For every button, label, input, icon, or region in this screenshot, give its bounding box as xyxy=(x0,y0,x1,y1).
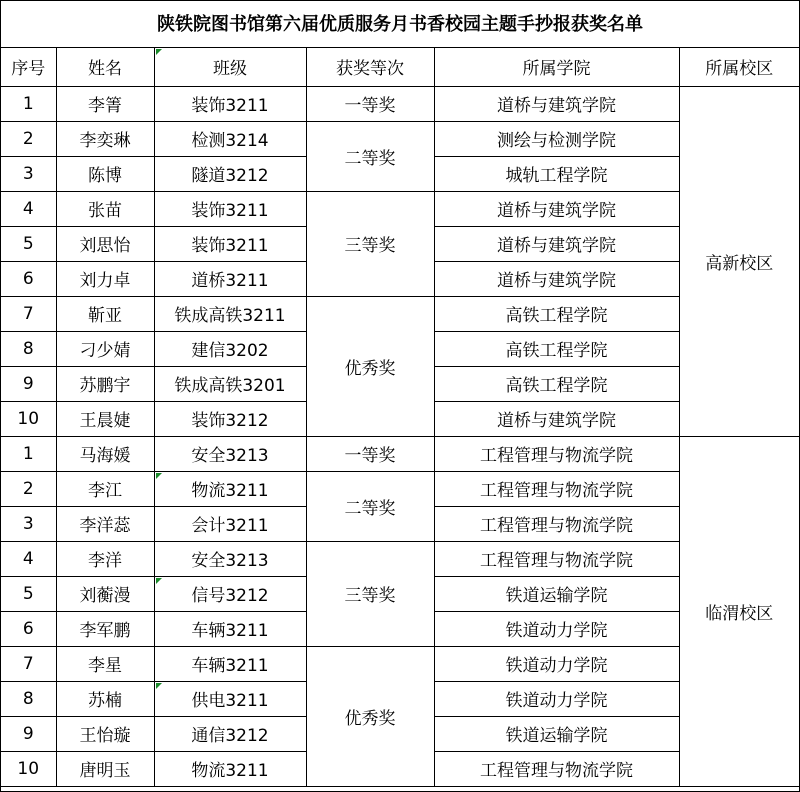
cell-name: 李奕琳 xyxy=(56,121,154,156)
header-award: 获奖等次 xyxy=(306,48,434,86)
cell-college: 铁道运输学院 xyxy=(434,716,679,751)
cell-no: 2 xyxy=(1,471,56,506)
cell-name: 李箐 xyxy=(56,86,154,121)
cell-class: 装饰3211 xyxy=(154,86,306,121)
cell-name: 王怡璇 xyxy=(56,716,154,751)
cell-college: 工程管理与物流学院 xyxy=(434,436,679,471)
cell-no: 7 xyxy=(1,646,56,681)
cell-college: 工程管理与物流学院 xyxy=(434,506,679,541)
cell-award: 二等奖 xyxy=(306,121,434,191)
cell-college: 道桥与建筑学院 xyxy=(434,191,679,226)
cell-college: 工程管理与物流学院 xyxy=(434,471,679,506)
cell-name: 刁少婧 xyxy=(56,331,154,366)
cell-college: 城轨工程学院 xyxy=(434,156,679,191)
header-college: 所属学院 xyxy=(434,48,679,86)
cell-class: 车辆3211 xyxy=(154,611,306,646)
table-row xyxy=(1,436,799,471)
cell-no: 7 xyxy=(1,296,56,331)
cell-college: 高铁工程学院 xyxy=(434,296,679,331)
cell-no: 9 xyxy=(1,366,56,401)
cell-college: 测绘与检测学院 xyxy=(434,121,679,156)
cell-college: 铁道动力学院 xyxy=(434,611,679,646)
cell-class: 安全3213 xyxy=(154,541,306,576)
cell-name: 刘蘅漫 xyxy=(56,576,154,611)
cell-college: 铁道动力学院 xyxy=(434,646,679,681)
cell-college: 铁道动力学院 xyxy=(434,681,679,716)
award-table xyxy=(1,48,799,787)
cell-name: 刘思怡 xyxy=(56,226,154,261)
cell-name: 苏楠 xyxy=(56,681,154,716)
cell-name: 陈博 xyxy=(56,156,154,191)
cell-class: 会计3211 xyxy=(154,506,306,541)
cell-award: 三等奖 xyxy=(306,191,434,296)
cell-no: 9 xyxy=(1,716,56,751)
cell-class: 供电3211 xyxy=(154,681,306,716)
cell-no: 3 xyxy=(1,156,56,191)
cell-name: 唐明玉 xyxy=(56,751,154,786)
cell-class: 物流3211 xyxy=(154,471,306,506)
header-no: 序号 xyxy=(1,48,56,86)
cell-class: 安全3213 xyxy=(154,436,306,471)
cell-class: 装饰3212 xyxy=(154,401,306,436)
cell-college: 工程管理与物流学院 xyxy=(434,751,679,786)
cell-college: 铁道运输学院 xyxy=(434,576,679,611)
cell-name: 李江 xyxy=(56,471,154,506)
sheet-title: 陕铁院图书馆第六届优质服务月书香校园主题手抄报获奖名单 xyxy=(1,1,799,48)
cell-no: 5 xyxy=(1,576,56,611)
cell-class: 铁成高铁3211 xyxy=(154,296,306,331)
cell-class: 装饰3211 xyxy=(154,191,306,226)
cell-no: 8 xyxy=(1,331,56,366)
cell-no: 4 xyxy=(1,191,56,226)
cell-name: 张苗 xyxy=(56,191,154,226)
cell-name: 王晨婕 xyxy=(56,401,154,436)
cell-college: 道桥与建筑学院 xyxy=(434,226,679,261)
cell-award: 一等奖 xyxy=(306,86,434,121)
cell-class: 建信3202 xyxy=(154,331,306,366)
cell-campus-linwei: 临渭校区 xyxy=(679,436,799,786)
cell-college: 高铁工程学院 xyxy=(434,331,679,366)
cell-college: 工程管理与物流学院 xyxy=(434,541,679,576)
cell-name: 李军鹏 xyxy=(56,611,154,646)
cell-class: 铁成高铁3201 xyxy=(154,366,306,401)
cell-no: 6 xyxy=(1,611,56,646)
cell-no: 5 xyxy=(1,226,56,261)
cell-award: 优秀奖 xyxy=(306,646,434,786)
cell-award: 一等奖 xyxy=(306,436,434,471)
cell-award: 三等奖 xyxy=(306,541,434,646)
cell-name: 李洋 xyxy=(56,541,154,576)
header-row xyxy=(1,48,799,86)
cell-no: 10 xyxy=(1,401,56,436)
cell-no: 10 xyxy=(1,751,56,786)
cell-name: 靳亚 xyxy=(56,296,154,331)
cell-no: 1 xyxy=(1,86,56,121)
cell-class: 车辆3211 xyxy=(154,646,306,681)
cell-no: 3 xyxy=(1,506,56,541)
cell-no: 8 xyxy=(1,681,56,716)
cell-name: 苏鹏宇 xyxy=(56,366,154,401)
cell-class: 道桥3211 xyxy=(154,261,306,296)
cell-name: 李洋蕊 xyxy=(56,506,154,541)
header-name: 姓名 xyxy=(56,48,154,86)
header-campus: 所属校区 xyxy=(679,48,799,86)
cell-no: 6 xyxy=(1,261,56,296)
cell-name: 马海媛 xyxy=(56,436,154,471)
cell-campus-gaoxin: 高新校区 xyxy=(679,86,799,436)
cell-no: 2 xyxy=(1,121,56,156)
cell-college: 高铁工程学院 xyxy=(434,366,679,401)
table-row xyxy=(1,86,799,121)
cell-class: 信号3212 xyxy=(154,576,306,611)
cell-no: 4 xyxy=(1,541,56,576)
cell-award: 二等奖 xyxy=(306,471,434,541)
cell-college: 道桥与建筑学院 xyxy=(434,86,679,121)
cell-class: 物流3211 xyxy=(154,751,306,786)
cell-college: 道桥与建筑学院 xyxy=(434,401,679,436)
cell-class: 检测3214 xyxy=(154,121,306,156)
cell-name: 刘力卓 xyxy=(56,261,154,296)
cell-name: 李星 xyxy=(56,646,154,681)
cell-class: 装饰3211 xyxy=(154,226,306,261)
header-class: 班级 xyxy=(154,48,306,86)
cell-class: 隧道3212 xyxy=(154,156,306,191)
cell-college: 道桥与建筑学院 xyxy=(434,261,679,296)
cell-award: 优秀奖 xyxy=(306,296,434,436)
cell-no: 1 xyxy=(1,436,56,471)
cell-class: 通信3212 xyxy=(154,716,306,751)
